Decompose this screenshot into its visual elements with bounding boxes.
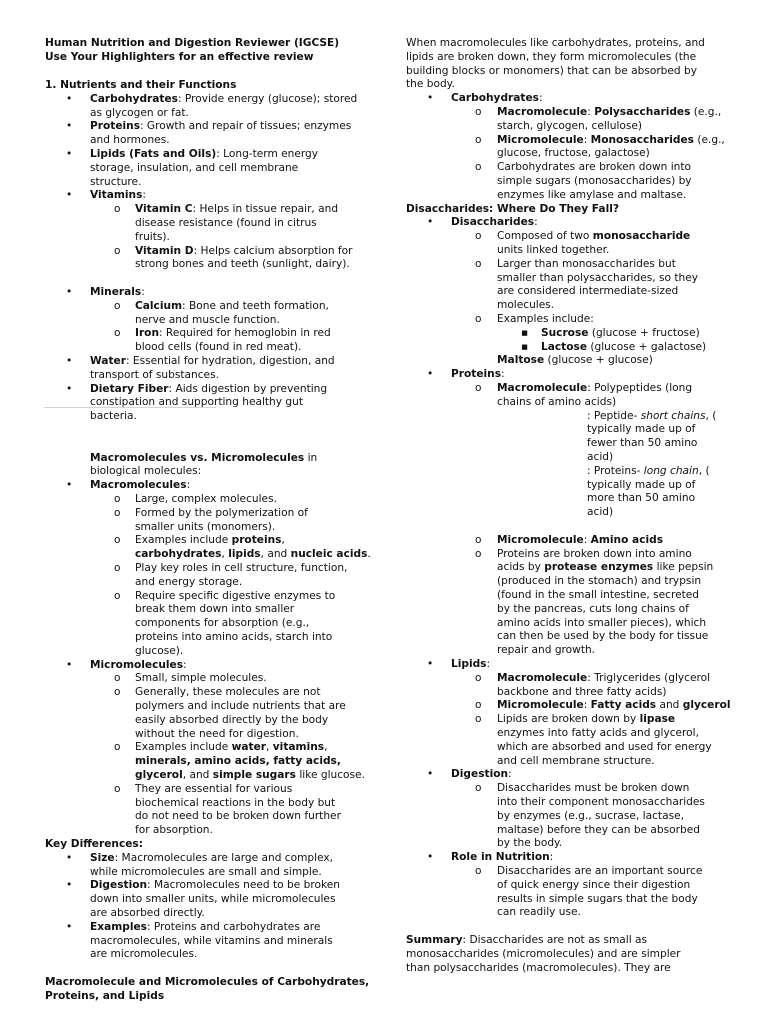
bullet-disc-icon: • [66,382,73,395]
right-column-line: starch, glycogen, cellulose) [497,119,643,132]
bold-text: Dietary Fiber [90,382,169,395]
bullet-disc-icon: • [66,120,73,133]
right-column-line: Lactose (glucose + galactose) [541,340,707,353]
bullet-circle-icon: o [114,506,121,519]
bullet-disc-icon: • [66,286,73,298]
bold-text: water [231,741,267,754]
bullet-disc-icon: • [66,148,73,160]
left-column-line: without the need for digestion. [135,727,299,740]
left-column-line: do not need to be broken down further [135,810,341,823]
bullet-circle-icon: o [475,382,482,394]
right-column-line: Summary: Disaccharides are not as small as [406,934,648,946]
right-column-line: enzymes into fatty acids and glycerol, [497,727,699,739]
right-column-line: Composed of two monosaccharide [497,230,691,243]
bold-text: simple sugars [212,769,296,781]
bullet-circle-icon: o [475,230,482,243]
left-column-line: 1. Nutrients and their Functions [45,79,237,91]
italic-text: long chain [643,464,699,477]
bullet-disc-icon: • [66,879,73,892]
left-column-line: Iron: Required for hemoglobin in red [135,327,331,340]
right-column-line: can readily use. [497,906,581,919]
bold-text: carbohydrates [135,548,222,561]
bold-text: Macromolecule [497,671,588,684]
bullet-disc-icon: • [427,658,434,670]
left-column-line: Examples: Proteins and carbohydrates are [90,920,321,933]
right-column-line: Disaccharides must be broken down [497,782,690,795]
bold-text: Macromolecules vs. Micromolecules [90,451,305,464]
right-column-line: simple sugars (monosaccharides) by [497,175,692,187]
left-column-line: proteins into amino acids, starch into [135,631,333,643]
left-column-line: Generally, these molecules are not [135,686,321,699]
right-column-line: typically made up of [587,478,696,491]
bullet-circle-icon: o [475,699,482,712]
bold-text: monosaccharide [592,230,691,243]
bold-text: glycerol [135,769,183,781]
bold-text: Iron [135,327,159,340]
bold-text: Examples [90,920,147,933]
bold-text: Monosaccharides [590,133,694,146]
bold-text: Water [90,355,126,367]
left-column-line: Macromolecule and Micromolecules of Carbohydrates, [45,976,370,988]
right-column-line: glucose, fructose, galactose) [497,147,650,160]
left-column-line: Carbohydrates: Provide energy (glucose); stored [90,92,358,105]
right-column-line: backbone and three fatty acids) [497,685,667,698]
bullet-circle-icon: o [475,161,482,174]
bullet-disc-icon: • [66,355,73,367]
bold-text: Polysaccharides [594,106,691,118]
left-column-line: smaller units (monomers). [135,520,276,533]
bold-text: Proteins [90,120,140,133]
right-column-line: units linked together. [497,244,610,256]
bold-text: Disaccharides [451,216,535,229]
bullet-circle-icon: o [475,133,482,146]
left-column-line: fruits). [135,230,170,243]
bullet-circle-icon: o [114,589,121,602]
right-column-line: by the body. [497,837,563,850]
document-title: Human Nutrition and Digestion Reviewer (IGCSE) [45,37,340,49]
bold-text: Macromolecule [497,106,588,118]
right-column-line: smaller than polysaccharides, so they [497,271,699,284]
right-column-line: fewer than 50 amino [587,437,698,450]
right-column-line: of quick energy since their digestion [497,878,691,891]
left-column-line: Dietary Fiber: Aids digestion by preventing [90,382,328,395]
bullet-disc-icon: • [427,216,434,229]
bold-text: glycerol [682,699,731,712]
left-column-line: Micromolecules: [90,658,187,671]
bold-text: Summary [406,934,463,946]
bullet-circle-icon: o [114,244,121,257]
right-column-line: repair and growth. [497,644,596,657]
left-column-line: Digestion: Macromolecules need to be broken [90,879,340,892]
right-column-line: typically made up of [587,423,696,436]
bold-text: Size [90,851,115,864]
left-column-line: Vitamin C: Helps in tissue repair, and [135,203,339,216]
bullet-disc-icon: • [427,768,434,781]
left-column-line: polymers and include nutrients that are [135,700,346,712]
left-column-line: Size: Macromolecules are large and complex, [90,851,334,864]
left-column-line: Examples include water, vitamins, [135,741,328,754]
bullet-disc-icon: • [66,92,73,105]
bullet-circle-icon: o [114,782,121,795]
right-column-line: Lipids: [451,658,491,670]
right-column-line: Maltose (glucose + glucose) [497,354,653,367]
right-column-line: enzymes like amylase and maltase. [497,188,687,201]
right-column-line: results in simple sugars that the body [497,892,698,905]
left-column-line: break them down into smaller [135,603,295,616]
bullet-circle-icon: o [114,672,121,685]
left-column-line: strong bones and teeth (sunlight, dairy). [135,258,350,271]
right-column-line: Carbohydrates: [451,92,543,105]
left-column-line: Proteins, and Lipids [45,989,165,1002]
right-column-line: Proteins are broken down into amino [497,547,692,560]
bold-text: Lipids [451,658,487,670]
left-column-line: glycerol, and simple sugars like glucose. [135,769,365,781]
right-column-line: Macromolecule: Triglycerides (glycerol [497,671,711,684]
right-column-line: by the pancreas, cuts long chains of [497,602,689,615]
bold-text: Micromolecules [90,658,184,671]
left-column-line: as glycogen or fat. [90,106,189,119]
left-column-line: biological molecules: [90,465,202,478]
right-column-line: Macromolecule: Polysaccharides (e.g., [497,106,722,118]
right-column-line: Lipids are broken down by lipase [497,713,676,726]
bold-text: lipase [639,713,676,726]
bullet-circle-icon: o [114,327,121,340]
bullet-disc-icon: • [66,920,73,933]
bold-text: Vitamin D [135,244,194,257]
bold-text: Carbohydrates [451,92,539,105]
bullet-circle-icon: o [114,534,121,547]
left-column-line: Proteins: Growth and repair of tissues; enzymes [90,120,352,133]
right-column-line: Role in Nutrition: [451,851,554,864]
left-column-line: Large, complex molecules. [135,493,277,505]
bold-text: Lactose [541,340,588,353]
right-column-line: acids by protease enzymes like pepsin [497,561,714,574]
right-column-line: acid) [587,506,614,519]
bullet-disc-icon: • [66,189,73,202]
left-column-line: constipation and supporting healthy gut [90,396,303,409]
right-column-line: : Proteins- long chain, ( [587,464,710,477]
left-column-line: carbohydrates, lipids, and nucleic acids. [135,548,371,561]
right-column-line: the body. [406,78,455,91]
left-column-line: bacteria. [90,410,137,423]
bullet-disc-icon: • [66,851,73,864]
left-column-line: while micromolecules are small and simple. [90,865,322,878]
right-column-line: into their component monosaccharides [497,796,705,808]
left-column-line: Examples include proteins, [135,534,285,547]
right-column-line: chains of amino acids) [497,395,617,408]
left-column-line: macromolecules, while vitamins and minerals [90,934,333,947]
right-column-line: Examples include: [497,313,594,325]
bullet-circle-icon: o [114,493,121,505]
bold-text: Disaccharides: Where Do They Fall? [406,202,619,215]
left-column-line: Require specific digestive enzymes to [135,589,336,602]
bullet-circle-icon: o [114,686,121,699]
right-column-line: Disaccharides: [451,216,538,229]
bullet-circle-icon: o [475,782,482,795]
right-column-line: Macromolecule: Polypeptides (long [497,382,693,394]
left-column-line: structure. [90,175,142,188]
right-column-line: Carbohydrates are broken down into [497,161,691,174]
left-column-line: components for absorption (e.g., [135,617,310,630]
bold-text: Micromolecule [497,533,584,546]
right-column-line: and cell membrane structure. [497,754,655,767]
right-column-line: Micromolecule: Fatty acids and glycerol [497,699,731,712]
bold-text: Lipids (Fats and Oils) [90,148,217,160]
right-column-line: (produced in the stomach) and trypsin [497,575,702,588]
right-column-line: which are absorbed and used for energy [497,740,712,753]
bold-text: Micromolecule [497,699,584,712]
left-column-line: transport of substances. [90,368,219,381]
right-column-line: than polysaccharides (macromolecules). They are [406,961,671,974]
bold-text: Proteins [451,368,501,381]
right-column-line: Sucrose (glucose + fructose) [541,326,700,339]
document-subtitle: Use Your Highlighters for an effective review [45,51,314,63]
bullet-circle-icon: o [114,299,121,312]
right-column-line: molecules. [497,299,555,312]
bullet-square-icon: ▪ [521,340,529,353]
left-column-line: Macromolecules: [90,479,191,492]
bold-text: Fatty acids [590,699,657,712]
right-column-line: building blocks or monomers) that can be absorbed by [406,64,697,77]
bold-text: Amino acids [590,533,663,546]
left-column-line: blood cells (found in red meat). [135,341,302,354]
right-column-line: acid) [587,451,614,463]
right-column-line: : Peptide- short chains, ( [587,409,717,422]
bold-text: Sucrose [541,326,589,339]
left-column-line: Small, simple molecules. [135,672,267,685]
bullet-circle-icon: o [475,713,482,726]
bullet-circle-icon: o [114,562,121,574]
bullet-circle-icon: o [475,865,482,877]
bold-text: Digestion [90,879,148,892]
right-column-line: Micromolecule: Amino acids [497,533,663,546]
right-column-line: Disaccharides are an important source [497,865,703,877]
left-column-line: Lipids (Fats and Oils): Long-term energy [90,148,319,160]
bullet-circle-icon: o [475,313,482,325]
bullet-square-icon: ▪ [521,326,529,339]
bullet-circle-icon: o [475,671,482,684]
bold-text: Vitamins [90,189,143,202]
left-column-line: biochemical reactions in the body but [135,796,336,809]
left-column-line: down into smaller units, while micromolecules [90,893,336,906]
bold-text: minerals, amino acids, fatty acids, [135,755,341,768]
left-column-line: Minerals: [90,286,145,298]
bullet-circle-icon: o [114,741,121,754]
bullet-disc-icon: • [427,92,434,105]
left-column-line: are absorbed directly. [90,907,205,919]
bullet-disc-icon: • [427,368,434,381]
left-column-line: for absorption. [135,824,213,837]
right-column-line: lipids are broken down, they form micromolecules (the [406,50,697,63]
bullet-circle-icon: o [475,547,482,560]
left-column-line: Macromolecules vs. Micromolecules in [90,451,318,464]
bullet-circle-icon: o [475,106,482,118]
bold-text: nucleic acids [290,548,368,561]
bullet-disc-icon: • [66,479,73,492]
bullet-circle-icon: o [114,203,121,216]
bullet-circle-icon: o [475,533,482,546]
bold-text: Macromolecules [90,479,187,492]
left-column-line: and energy storage. [135,575,243,588]
bullet-disc-icon: • [66,658,73,671]
right-column-line: Proteins: [451,368,505,381]
bold-text: Vitamin C [135,203,193,216]
bullet-circle-icon: o [475,257,482,270]
right-column-line: can then be used by the body for tissue [497,630,709,643]
right-column-line: Micromolecule: Monosaccharides (e.g., [497,133,725,146]
left-column-line: Play key roles in cell structure, function, [135,562,348,574]
bold-text: Maltose [497,354,545,367]
left-column-line: Key Differences: [45,838,143,850]
right-column-line: are considered intermediate-sized [497,285,679,298]
right-column-line: by enzymes (e.g., sucrase, lactase, [497,809,684,822]
left-column-line: storage, insulation, and cell membrane [90,161,299,174]
right-column-line: (found in the small intestine, secreted [497,589,700,601]
left-column-line: nerve and muscle function. [135,313,280,326]
bullet-disc-icon: • [427,851,434,864]
bold-text: Digestion [451,768,509,781]
right-column-line [406,203,619,217]
bold-text: Macromolecule [497,382,588,394]
bold-text: Minerals [90,286,142,298]
bold-text: vitamins [272,741,325,754]
bold-text: Micromolecule [497,133,584,146]
left-column-line: easily absorbed directly by the body [135,713,329,726]
left-column-line: disease resistance (found in citrus [135,217,317,229]
left-column-line: They are essential for various [135,782,293,795]
left-column-line: glucose). [135,644,184,657]
left-column-line: Water: Essential for hydration, digestion, and [90,355,335,367]
right-column-line: monosaccharides (micromolecules) and are simpler [406,947,681,960]
left-column-line: and hormones. [90,134,170,147]
right-column-line: maltase) before they can be absorbed [497,823,700,836]
italic-text: short chains [640,409,706,422]
bold-text: lipids [228,548,261,561]
right-column-line: amino acids into smaller pieces), which [497,616,707,629]
right-column-line: Digestion: [451,768,512,781]
bold-text: Carbohydrates [90,92,178,105]
bold-text: proteins [231,534,282,547]
left-column-line: Vitamin D: Helps calcium absorption for [135,244,353,257]
right-column-line: Larger than monosaccharides but [497,257,676,270]
left-column-line: are micromolecules. [90,948,198,961]
left-column-line: Calcium: Bone and teeth formation, [135,299,329,312]
left-column-line: Formed by the polymerization of [135,506,308,519]
right-column-line: When macromolecules like carbohydrates, proteins, and [406,37,705,49]
bold-text: protease enzymes [544,561,654,574]
bold-text: Calcium [135,299,183,312]
bold-text: Role in Nutrition [451,851,550,864]
right-column-line: more than 50 amino [587,492,696,505]
left-column-line: Vitamins: [90,189,146,202]
